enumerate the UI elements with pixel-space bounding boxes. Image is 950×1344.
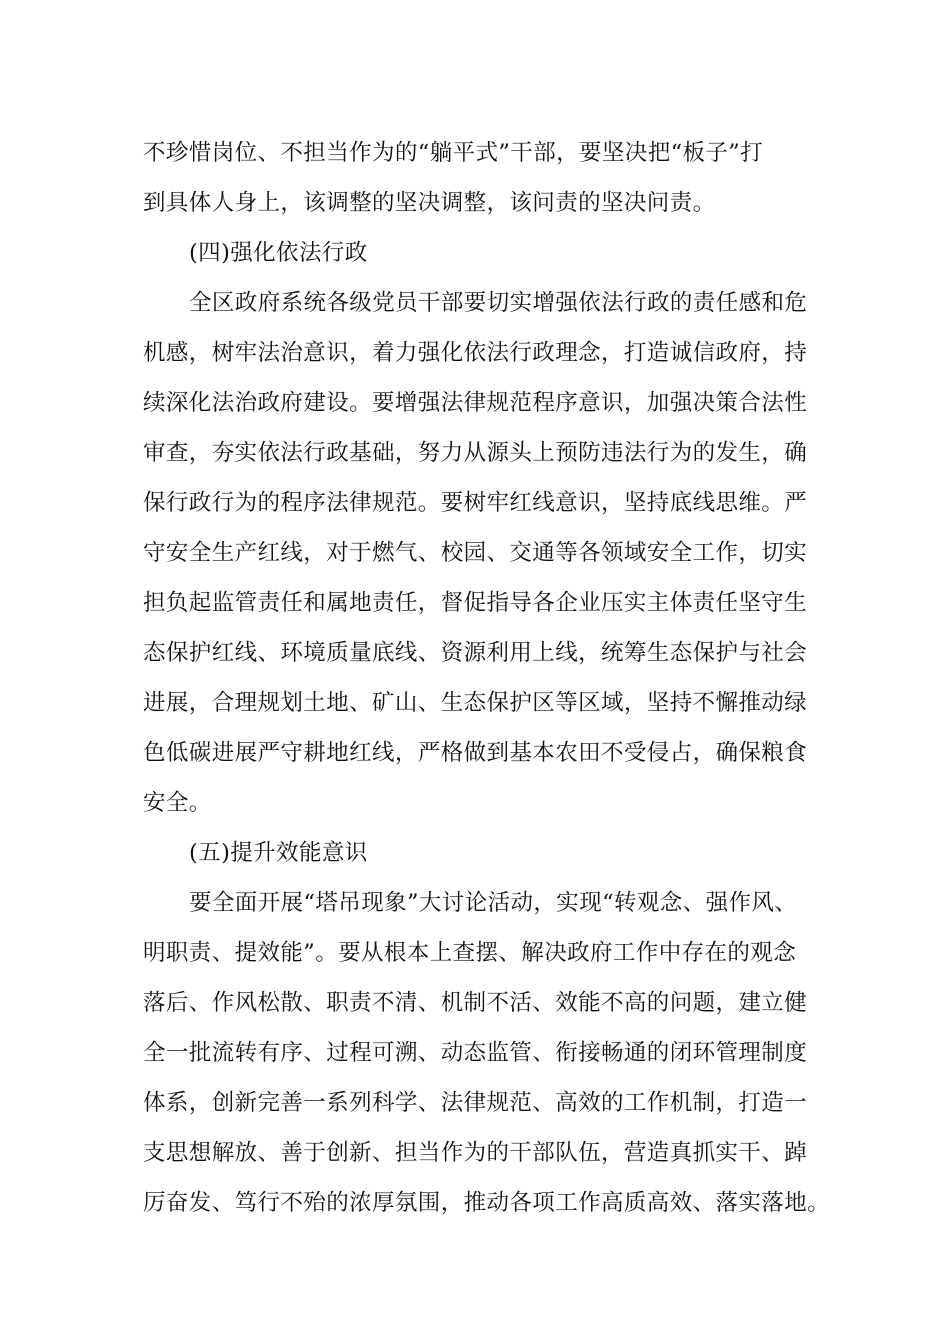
body-line: 审查，夯实依法行政基础，努力从源头上预防违法行为的发生，确: [143, 440, 808, 466]
body-line: 到具体人身上，该调整的坚决调整，该问责的坚决问责。: [143, 190, 716, 216]
body-line: 体系，创新完善一系列科学、法律规范、高效的工作机制，打造一: [143, 1090, 808, 1116]
body-line: 落后、作风松散、职责不清、机制不活、效能不高的问题，建立健: [143, 990, 808, 1016]
body-line: 明职责、提效能”。要从根本上查摆、解决政府工作中存在的观念: [143, 940, 797, 966]
body-line: 色低碳进展严守耕地红线，严格做到基本农田不受侵占，确保粮食: [143, 740, 808, 766]
section-heading-4: (四)强化依法行政: [189, 240, 368, 266]
body-line: 安全。: [143, 790, 212, 816]
body-line: 进展，合理规划土地、矿山、生态保护区等区域，坚持不懈推动绿: [143, 690, 808, 716]
paragraph-start: 全区政府系统各级党员干部要切实增强依法行政的责任感和危: [189, 290, 808, 316]
body-line: 厉奋发、笃行不殆的浓厚氛围，推动各项工作高质高效、落实落地。: [143, 1190, 831, 1216]
body-line: 守安全生产红线，对于燃气、校园、交通等各领域安全工作，切实: [143, 540, 808, 566]
body-line: 机感，树牢法治意识，着力强化依法行政理念，打造诚信政府，持: [143, 340, 808, 366]
body-line: 全一批流转有序、过程可溯、动态监管、衔接畅通的闭环管理制度: [143, 1040, 808, 1066]
body-line: 保行政行为的程序法律规范。要树牢红线意识，坚持底线思维。严: [143, 490, 808, 516]
section-heading-5: (五)提升效能意识: [189, 840, 368, 866]
body-line: 支思想解放、善于创新、担当作为的干部队伍，营造真抓实干、踔: [143, 1140, 808, 1166]
paragraph-start: 要全面开展“塔吊现象”大讨论活动，实现“转观念、强作风、: [189, 890, 798, 916]
body-line: 续深化法治政府建设。要增强法律规范程序意识，加强决策合法性: [143, 390, 808, 416]
body-line: 态保护红线、环境质量底线、资源利用上线，统筹生态保护与社会: [143, 640, 808, 666]
body-line: 不珍惜岗位、不担当作为的“躺平式”干部，要坚决把“板子”打: [143, 140, 764, 166]
body-line: 担负起监管责任和属地责任，督促指导各企业压实主体责任坚守生: [143, 590, 808, 616]
